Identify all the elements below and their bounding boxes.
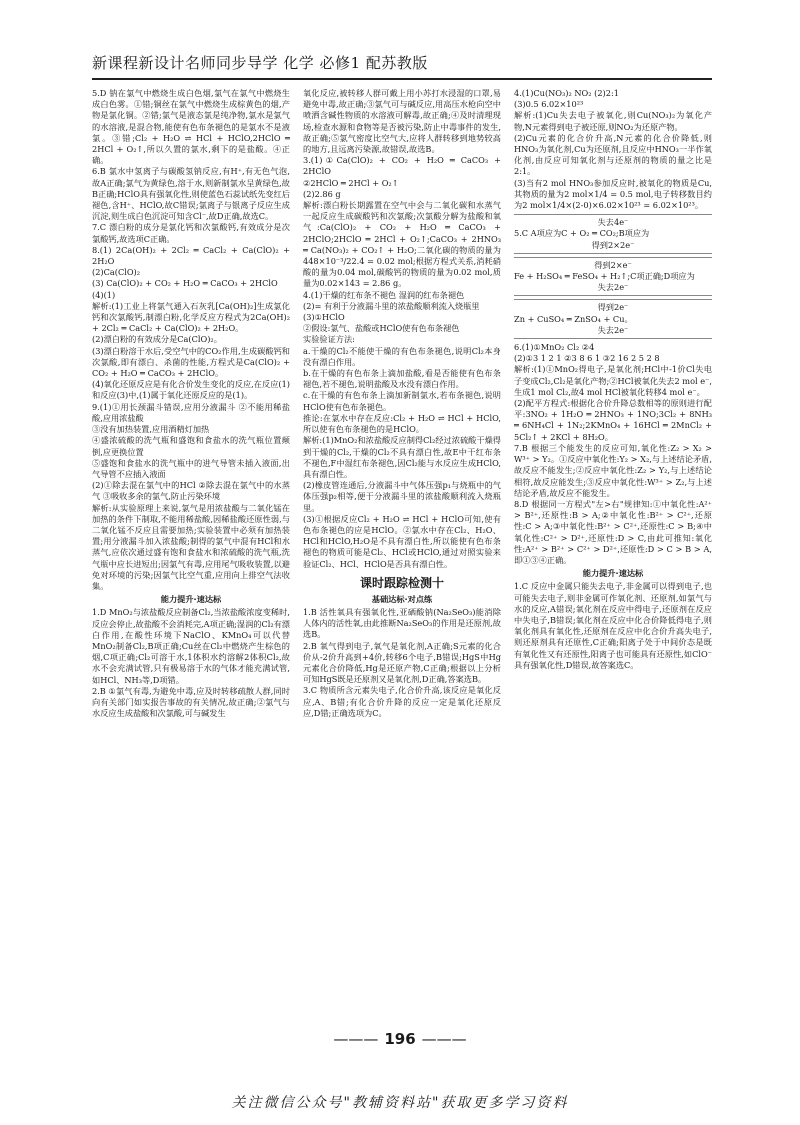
- answer-paragraph: 8.D 根据同一方程式"左>右"规律知:①中氧化性:A²⁺ > B²⁺,还原性:B > A;②中氧化性:B²⁺ > C²⁺,还原性:C > A;③中氧化性:B²⁺ > C²⁺,还原性:C > B;④中氧化性:C²⁺ > D²⁺,还原性:D > C,由此可推知:氧化性:A²⁺ > B²⁺ > C²⁺ > D²⁺,还原性:D > C > B > A,即①③④正确。: [514, 498, 712, 565]
- diagram-bot: 得到2×2e⁻: [591, 239, 635, 250]
- answer-paragraph: 解析:(1)工业上将氯气通入石灰乳[Ca(OH)₂]生成氯化钙和次氯酸钙,制漂白粉,化学反应方程式为2Ca(OH)₂ + 2Cl₂ ═ CaCl₂ + Ca(ClO)₂ + 2H₂O。: [92, 300, 290, 334]
- subsection-label: 能力提升·速达标: [160, 594, 222, 605]
- column-left: [92, 88, 290, 1018]
- answer-paragraph: ⑤盛饱和食盐水的洗气瓶中的进气导管未插入液面,出气导管不应插入液面: [92, 457, 290, 479]
- answer-paragraph: 6.B 氯水中氢离子与碳酸氢钠反应,有H⁺,有无色气泡,故A正确;氯气为黄绿色,溶于水,则新制氯水呈黄绿色,故B正确;HClO具有强氧化性,则使蓝色石蕊试纸先变红后褪色,含H⁺、HClO,故C错误;氯离子与银离子反应生成沉淀,则生成白色沉淀可知含Cl⁻,故D正确,故选C。: [92, 166, 290, 222]
- running-header: [92, 50, 712, 80]
- answer-paragraph: (2)2.86 g: [303, 188, 341, 199]
- answer-paragraph: (4)氧化还原反应是有化合价发生变化的反应,在反应(1)和反应(3)中,(1)属于氧化还原反应的是(1)。: [92, 379, 290, 401]
- answer-paragraph: 1.C 反应中金属只能失去电子,非金属可以得到电子,也可能失去电子,则非金属可作氧化剂、还原剂,如氯气与水的反应,A错误;氧化剂在反应中得电子,还原剂在反应中失电子,B错误;氧化剂在反应中化合价降低得电子,则氧化剂具有氧化性,还原剂在反应中化合价升高失电子,则还原剂具有还原性,C正确;阳离子处于中间价态是既有氧化性又有还原性,阳离子也可能具有还原性,如ClO⁻具有强氧化性,D错误,故答案选C。: [514, 581, 712, 670]
- answer-paragraph: 解析:漂白粉长期露置在空气中会与二氧化碳和水蒸气一起反应生成碳酸钙和次氯酸;次氯酸分解为盐酸和氧气:Ca(ClO)₂ + CO₂ + H₂O ═ CaCO₃ + 2HClO;2HClO ═ 2HCl + O₂↑;CaCO₃ + 2HNO₃ ═ Ca(NO₃)₂ + CO₂↑ + H₂O;二氧化碳的物质的量为448×10⁻³/22.4 = 0.02 mol;根据方程式关系,消耗硝酸的量为0.04 mol,碳酸钙的物质的量为0.02 mol,质量为0.02×143 = 2.86 g。: [303, 200, 501, 289]
- answer-paragraph: (2)橡皮管连通后,分液漏斗中气体压强p₁与烧瓶中的气体压强p₂相等,便于分液漏斗里的浓盐酸顺利流入烧瓶里。: [303, 480, 501, 513]
- answer-paragraph: (3)当有2 mol HNO₃参加反应时,被氧化的物质是Cu,其物质的量为2 mol×1/4 = 0.5 mol,电子转移数目约为2 mol×1/4×(2-0)×6.02×10²³ = 6.02×10²³。: [514, 177, 712, 211]
- answer-paragraph: (3)①根据反应Cl₂ + H₂O ⇌ HCl + HClO可知,使有色布条褪色的应是HClO。②氯水中存在Cl₂、H₂O、HCl和HClO,H₂O是不具有漂白性,所以能使有色布条褪色的物质可能是Cl₂、HCl或HClO,通过对照实验来验证Cl₂、HCl、HClO是否具有漂白性。: [303, 513, 501, 569]
- answer-paragraph: 9.(1)①用长颈漏斗错误,应用分液漏斗 ②不能用稀盐酸,应用浓盐酸: [92, 401, 290, 423]
- answer-paragraph: (2)①3 1 2 1 ②3 8 6 1 ③2 16 2 5 2 8: [514, 353, 660, 364]
- answer-paragraph: 2.B 氧气得到电子,氧气是氧化剂,A正确;S元素的化合价从-2价升高到+4价,转移6个电子,B错误;HgS中Hg元素化合价降低,Hg是还原产物,C正确;根据以上分析可知HgS既是还原剂又是氧化剂,D正确,答案选B。: [303, 640, 501, 685]
- answer-paragraph: (2)Cu元素的化合价升高,N元素的化合价降低,则HNO₃为氧化剂,Cu为还原剂,且反应中HNO₃一半作氧化剂,由反应可知氧化剂与还原剂的物质的量之比是2:1。: [514, 132, 712, 177]
- answer-paragraph: 6.(1)①MnO₂ Cl₂ ②4: [514, 342, 595, 353]
- answer-paragraph: 解析:从实验原理上来说,氯气是用浓盐酸与二氧化锰在加热的条件下制取,不能用稀盐酸,因稀盐酸还原性弱,与二氧化锰不反应且需要加热;实验装置中必须有加热装置;用分液漏斗加入浓盐酸;制得的氯气中混有HCl和水蒸气,应依次通过盛有饱和食盐水和浓硫酸的洗气瓶,洗气瓶中应长进短出;因氯气有毒,应用尾气吸收装置,以避免对环境的污染;因氯气比空气重,应用向上排空气法收集。: [92, 502, 290, 591]
- diagram-top: 得到2e⁻: [597, 302, 629, 313]
- answer-paragraph: (2)漂白粉的有效成分是Ca(ClO)₂。: [92, 334, 222, 345]
- answer-paragraph: 氧化反应,被转移人群可戴上用小苏打水浸湿的口罩,易避免中毒,故正确;③氯气可与碱反应,用高压水枪向空中喷洒含碱性物质的水溶液可解毒,故正确;④及时清理现场,检查水源和食物等是否被污染,防止中毒事件的发生,故正确;⑤氯气密度比空气大,应将人群转移到地势较高的地方,且远离污染源,故错误,故选B。: [303, 88, 501, 155]
- electron-transfer-diagram: [514, 214, 712, 254]
- diagram-top: 得到2×e⁻: [594, 259, 632, 270]
- header-title: 新课程新设计名师同步导学 化学 必修1 配苏教版: [92, 54, 428, 72]
- answer-paragraph: 5.D 钠在氯气中燃烧生成白色烟,氯气在氯气中燃烧生成白色雾。①错;铜丝在氯气中燃烧生成棕黄色的烟,产物是氯化铜。②错;氯气是液态氯是纯净物,氯水是氯气的水溶液,是混合物,能使有色布条褪色的是氯水不是液氯。③错;Cl₂ + H₂O ⇌ HCl + HClO,2HClO ═ 2HCl + O₂↑,所以久置的氯水,剩下的是盐酸。④正确。: [92, 88, 290, 166]
- answer-paragraph: a.干燥的Cl₂不能使干燥的有色布条褪色,说明Cl₂本身没有漂白作用。: [303, 345, 501, 367]
- answer-paragraph: ③没有加热装置,应用酒精灯加热: [92, 424, 210, 435]
- electron-transfer-diagram: [514, 299, 712, 339]
- answer-paragraph: 解析:(1)Cu失去电子被氧化,则Cu(NO₃)₂为氧化产物,N元素得到电子被还原,则NO₂为还原产物。: [514, 110, 712, 132]
- answer-columns: [92, 88, 712, 1018]
- answer-paragraph: (2)配平方程式:根据化合价升降总数相等的原则进行配平:3NO₂ + 1H₂O ═ 2HNO₃ + 1NO;3Cl₂ + 8NH₃ ═ 6NH₄Cl + 1N₂;2KMnO₄ + 16HCl ═ 2MnCl₂ + 5Cl₂↑ + 2KCl + 8H₂O。: [514, 398, 712, 442]
- footer-note: 关注微信公众号"教辅资料站"获取更多学习资料: [231, 1095, 569, 1111]
- answer-paragraph: 2.B ①氯气有毒,为避免中毒,应及时转移疏散人群,同时向有关部门如实报告事故的有关情况,故正确;②氯气与水反应生成盐酸和次氯酸,可与碱发生: [92, 685, 290, 719]
- answer-paragraph: ④盛浓硫酸的洗气瓶和盛饱和食盐水的洗气瓶位置颠倒,应更换位置: [92, 435, 290, 457]
- answer-paragraph: (3)①HClO: [303, 312, 345, 323]
- answer-paragraph: 解析:(1)①MnO₂得电子,是氧化剂;HCl中-1价Cl失电子变成Cl₂,Cl₂是氧化产物;②HCl被氧化失去2 mol e⁻,生成1 mol Cl₂,故4 mol HCl被氧化转移4 mol e⁻。: [514, 364, 712, 397]
- column-right: [514, 88, 712, 1018]
- diagram-eq: Fe + H₂SO₄ ═ FeSO₄ + H₂↑;C项正确;D项应为: [514, 271, 695, 282]
- answer-paragraph: 1.B 活性氧具有强氧化性,亚硒酸钠(Na₂SeO₃)能消除人体内的活性氧,由此推断Na₂SeO₃的作用是还原剂,故选B。: [303, 606, 501, 640]
- subsection-label: 能力提升·速达标: [582, 568, 644, 579]
- answer-paragraph: (3)漂白粉溶于水后,受空气中的CO₂作用,生成碳酸钙和次氯酸,即有漂白、杀菌的性能,方程式是Ca(ClO)₂ + CO₂ + H₂O ═ CaCO₃ + 2HClO。: [92, 345, 290, 379]
- answer-paragraph: 实验验证方法:: [303, 334, 355, 345]
- page-number: ——— 196 ———: [0, 1030, 800, 1048]
- answer-paragraph: 8.(1) 2Ca(OH)₂ + 2Cl₂ ═ CaCl₂ + Ca(ClO)₂ + 2H₂O: [92, 244, 290, 267]
- answer-paragraph: (2)Ca(ClO)₂: [92, 267, 141, 278]
- diagram-top: 失去4e⁻: [597, 217, 629, 228]
- diagram-eq: 5.C A项应为C + O₂ ═ CO₂;B项应为: [514, 228, 650, 239]
- answer-paragraph: 7.B 根据三个能发生的反应可知,氧化性:Z₂ > X₂ > W³⁺ > Y₂。①反应中氧化性:Y₂ > X₂,与上述结论矛盾,故反应不能发生;②反应中氧化性:Z₂ > Y₂,与上述结论相符,故反应能发生;③反应中氧化性:W³⁺ > Z₂,与上述结论矛盾,故反应不能发生。: [514, 442, 712, 498]
- answer-paragraph: (4)(1): [92, 289, 116, 300]
- section-heading: 课时跟踪检测十: [359, 575, 444, 590]
- answer-paragraph: (2)= 有利于分液漏斗里的浓盐酸顺利流入烧瓶里: [303, 300, 480, 311]
- answer-paragraph: 4.(1)Cu(NO₃)₂ NO₂ (2)2:1: [514, 88, 619, 98]
- answer-paragraph: (3)0.5 6.02×10²³: [514, 99, 584, 110]
- answer-paragraph: 7.C 漂白粉的成分是氯化钙和次氯酸钙,有效成分是次氯酸钙,故选项C正确。: [92, 222, 290, 244]
- diagram-bot: 失去2e⁻: [597, 324, 629, 335]
- diagram-eq: Zn + CuSO₄ ═ ZnSO₄ + Cu。: [514, 313, 633, 324]
- answer-paragraph: 3.C 物质所含元素失电子,化合价升高,该反应是氧化反应,A、B错;有化合价升降的反应一定是氧化还原反应,D错;正确选项为C。: [303, 685, 501, 718]
- answer-paragraph: 1.D MnO₂与浓盐酸反应制备Cl₂,当浓盐酸浓度变稀时,反应会停止,故盐酸不会消耗完,A项正确;湿润的Cl₂有漂白作用,在酸性环境下NaClO、KMnO₄可以代替MnO₂制备Cl₂,B项正确;Cu丝在Cl₂中燃烧产生棕色的烟,C项正确;Cl₂可溶于水,1体积水约溶解2体积Cl₂,故水不会充满试管,只有极易溶于水的气体才能充满试管,如HCl、NH₃等,D项错。: [92, 607, 290, 685]
- answer-paragraph: c.在干燥的有色布条上滴加新制氯水,若布条褪色,说明HClO使有色布条褪色。: [303, 390, 501, 412]
- answer-paragraph: 4.(1)干燥的红布条不褪色 湿润的红布条褪色: [303, 289, 465, 300]
- answer-paragraph: (3) Ca(ClO)₂ + CO₂ + H₂O ═ CaCO₃ + 2HClO: [92, 278, 278, 289]
- subsection-label: 基础达标·对点练: [371, 593, 433, 604]
- answer-paragraph: b.在干燥的有色布条上滴加盐酸,看是否能使有色布条褪色,若不褪色,说明盐酸及水没有漂白作用。: [303, 368, 501, 390]
- answer-paragraph: 解析:(1)MnO₂和浓盐酸反应制得Cl₂经过浓硫酸干燥得到干燥的Cl₂,干燥的Cl₂不具有漂白性,故E中干红布条不褪色,F中湿红布条褪色,因Cl₂能与水反应生成HClO,具有漂白性。: [303, 435, 501, 479]
- answer-paragraph: 推论:在氯水中存在反应:Cl₂ + H₂O ⇌ HCl + HClO,所以使有色布条褪色的是HClO。: [303, 412, 501, 435]
- electron-transfer-diagram: [514, 257, 712, 297]
- answer-paragraph: ②假设:氯气、盐酸或HClO使有色布条褪色: [303, 323, 460, 334]
- diagram-bot: 失去2e⁻: [597, 282, 629, 293]
- answer-paragraph: (2)①除去混在氯气中的HCl ②除去混在氯气中的水蒸气 ③吸收多余的氯气,防止污染环境: [92, 480, 290, 502]
- answer-paragraph: ②2HClO ═ 2HCl + O₂↑: [303, 177, 399, 188]
- answer-paragraph: 3.(1)①Ca(ClO)₂ + CO₂ + H₂O ═ CaCO₃ + 2HClO: [303, 155, 501, 177]
- column-middle: [303, 88, 501, 1018]
